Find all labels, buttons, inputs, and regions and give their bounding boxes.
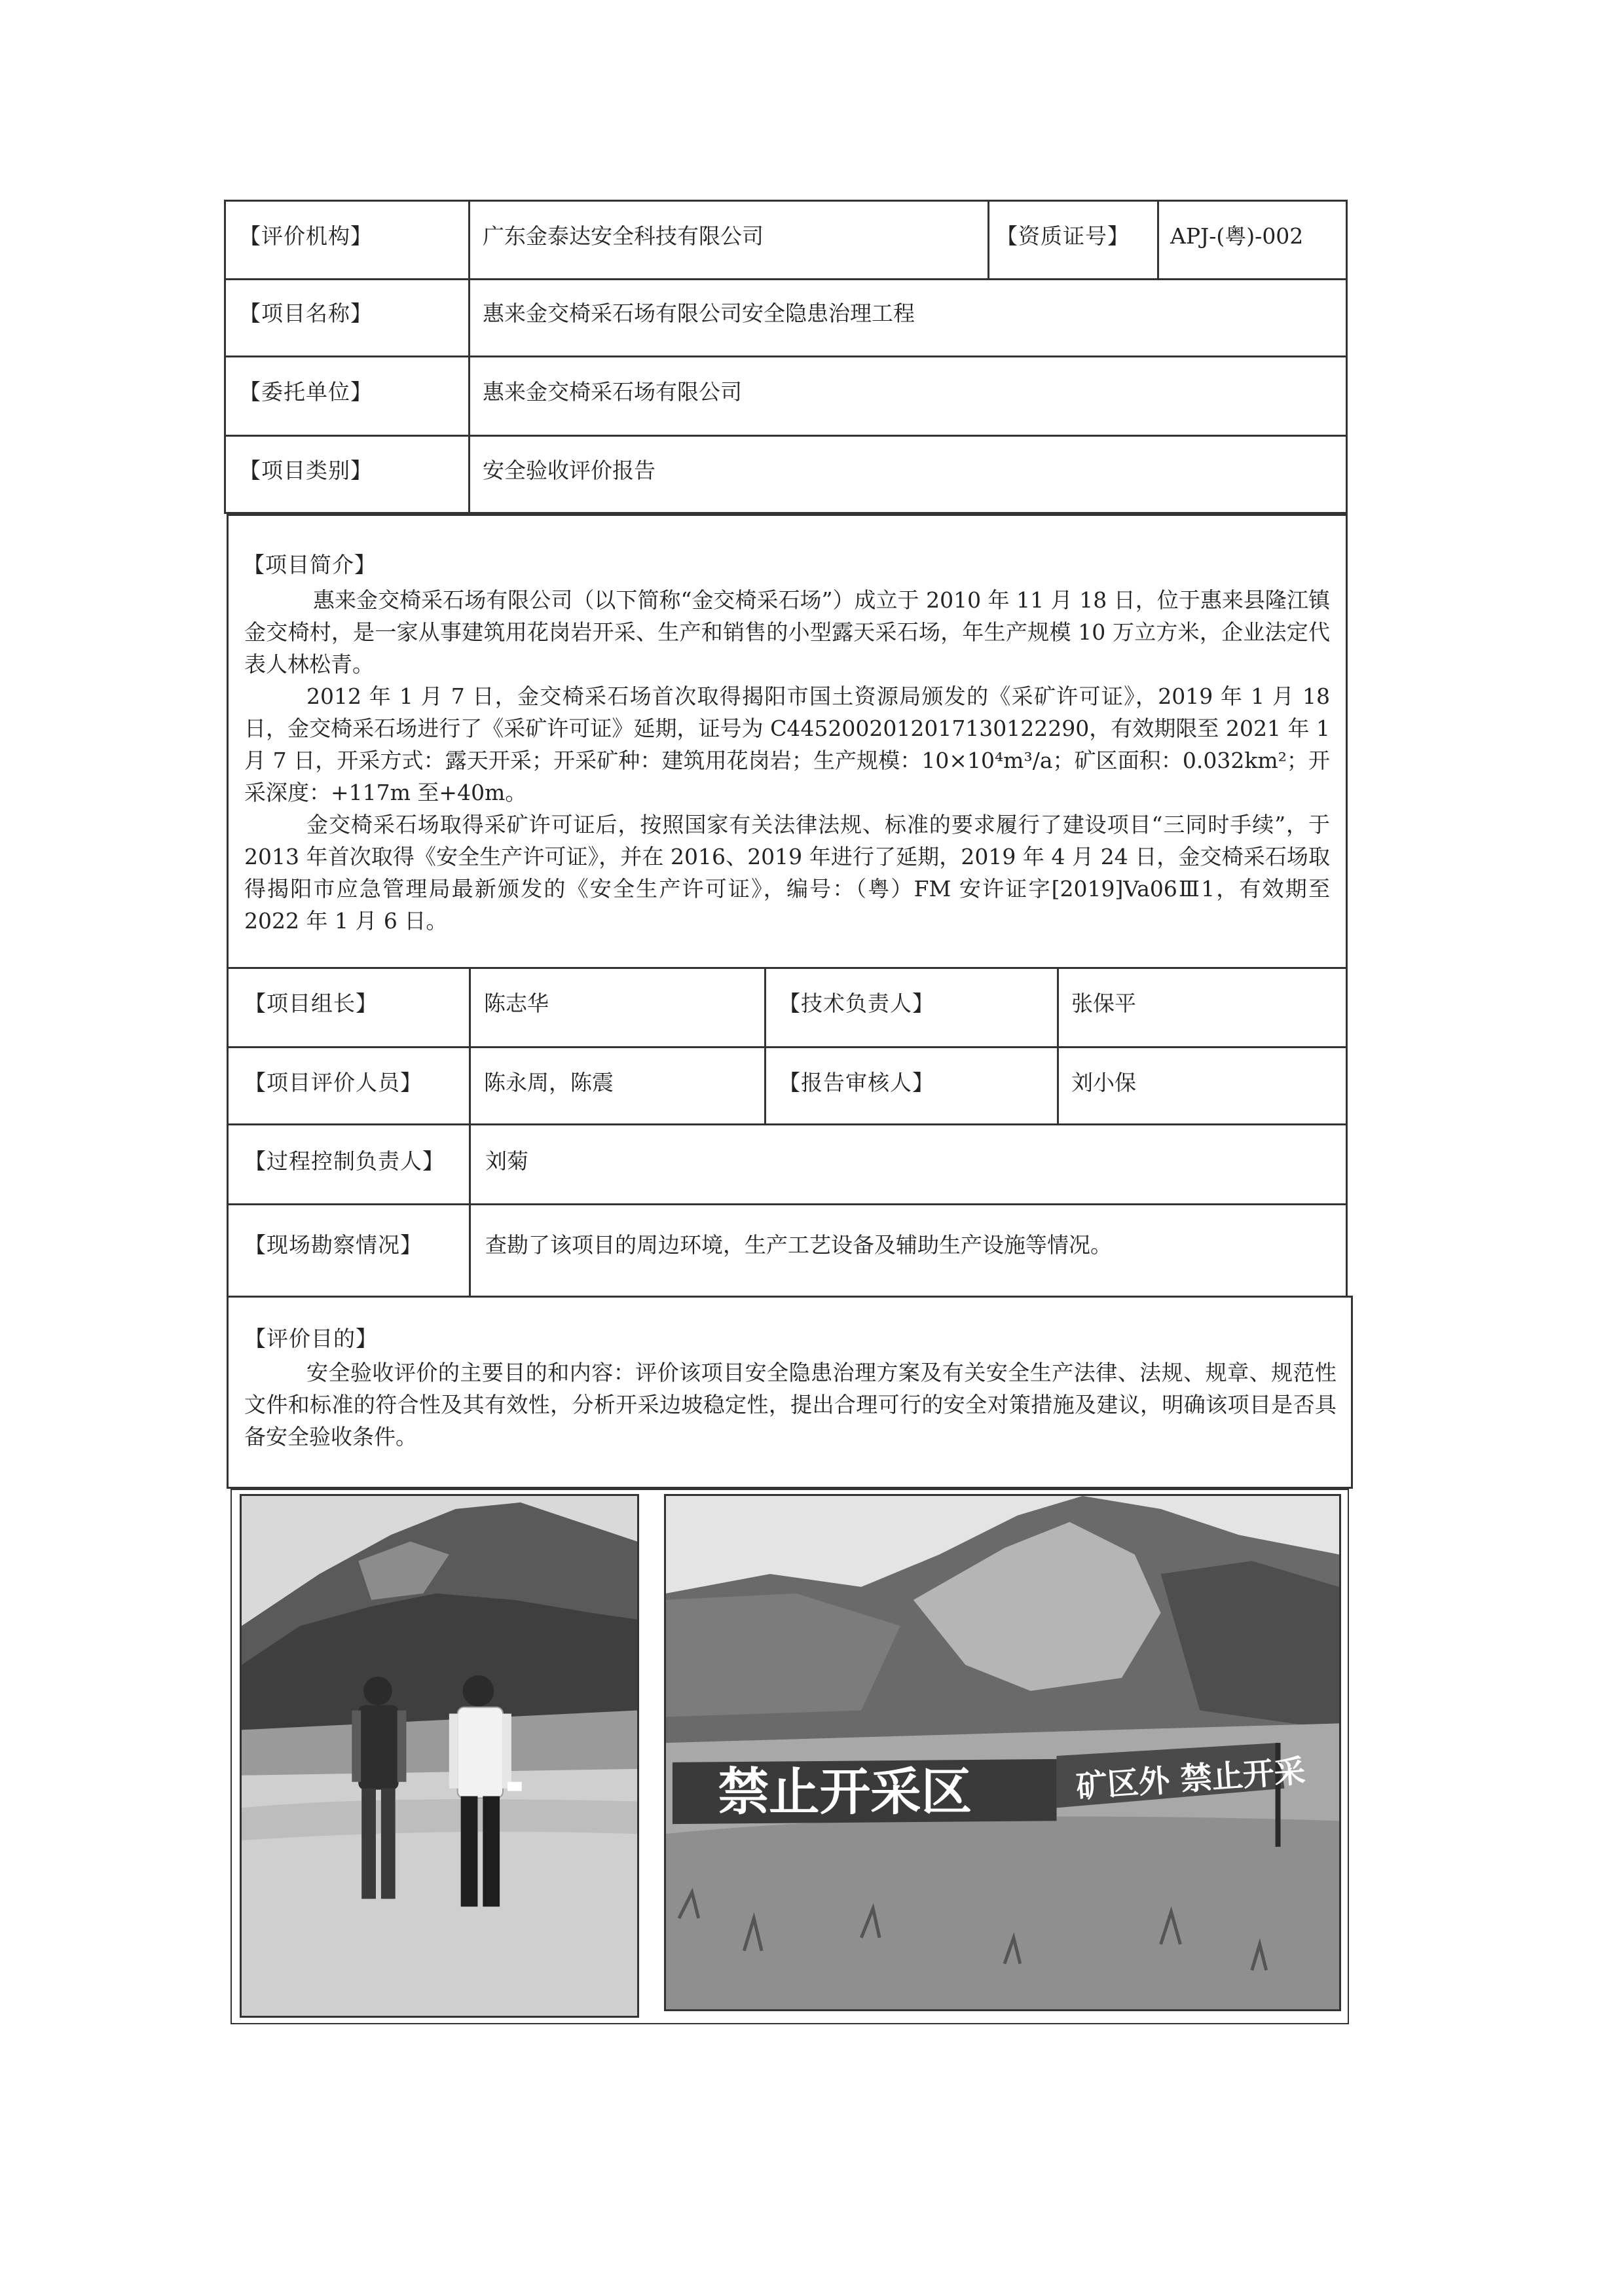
evaluators-label: 【项目评价人员】 — [244, 1070, 422, 1095]
banner-side-text: 矿区外 禁止开采 — [1075, 1753, 1307, 1806]
site-survey-label: 【现场勘察情况】 — [244, 1232, 422, 1258]
intro-table — [227, 514, 1348, 1298]
intro-paragraph-3: 金交椅采石场取得采矿许可证后，按照国家有关法律法规、标准的要求履行了建设项目“三同时手续”，于 2013 年首次取得《安全生产许可证》，并在 2016、2019 年进行了延期，2019 年 4 月 24 日，金交椅采石场取得揭阳市应急管理局最新颁发的《安全生产许可证》，编号：（粤）FM 安许证字[2019]Va06Ⅲ1，有效期至 2022 年 1 月 6 日。 — [244, 812, 1330, 934]
client-label: 【委托单位】 — [239, 379, 373, 405]
org-value: 广东金泰达安全科技有限公司 — [483, 223, 764, 249]
project-name-value: 惠来金交椅采石场有限公司安全隐患治理工程 — [483, 301, 915, 326]
site-survey-value: 查勘了该项目的周边环境，生产工艺设备及辅助生产设施等情况。 — [485, 1232, 1112, 1258]
site-photo-quarry-banner — [664, 1494, 1341, 2011]
org-label: 【评价机构】 — [239, 223, 373, 249]
intro-text — [244, 584, 1330, 937]
leader-value: 陈志华 — [484, 991, 549, 1016]
tech-lead-value: 张保平 — [1071, 991, 1136, 1016]
purpose-label: 【评价目的】 — [244, 1326, 378, 1351]
cert-label: 【资质证号】 — [996, 223, 1130, 249]
evaluators-value: 陈永周，陈震 — [484, 1070, 614, 1095]
banner-main-text: 禁止开采区 — [718, 1762, 972, 1822]
intro-paragraph-2: 2012 年 1 月 7 日，金交椅采石场首次取得揭阳市国土资源局颁发的《采矿许可证》，2019 年 1 月 18 日，金交椅采石场进行了《采矿许可证》延期，证号为 C4452002012017130122290，有效期限至 2021 年 1 月 7 日，开采方式：露天开采；开采矿种：建筑用花岗岩；生产规模：10×10⁴m³/a；矿区面积：0.032km²；开采深度：+117m 至+40m。 — [244, 683, 1330, 805]
tech-lead-label: 【技术负责人】 — [779, 991, 934, 1016]
intro-label: 【项目简介】 — [243, 552, 377, 577]
purpose-table — [227, 1296, 1353, 1489]
cert-value: APJ-(粤)-002 — [1170, 223, 1304, 249]
reviewer-value: 刘小保 — [1071, 1070, 1136, 1095]
intro-paragraph-1: 惠来金交椅采石场有限公司（以下简称“金交椅采石场”）成立于 2010 年 11 月 18 日，位于惠来县隆江镇金交椅村，是一家从事建筑用花岗岩开采、生产和销售的小型露天采石场，年生产规模 10 万立方米，企业法定代表人林松青。 — [244, 587, 1330, 677]
process-control-value: 刘菊 — [485, 1148, 528, 1174]
client-value: 惠来金交椅采石场有限公司 — [483, 379, 742, 405]
purpose-text: 安全验收评价的主要目的和内容：评价该项目安全隐患治理方案及有关安全生产法律、法规、规章、规范性文件和标准的符合性及其有效性，分析开采边坡稳定性，提出合理可行的安全对策措施及建议，明确该项目是否具备安全验收条件。 — [244, 1360, 1337, 1449]
leader-label: 【项目组长】 — [244, 991, 378, 1016]
reviewer-label: 【报告审核人】 — [779, 1070, 934, 1095]
project-name-label: 【项目名称】 — [239, 301, 373, 326]
site-photo-inspectors — [240, 1494, 639, 2018]
category-value: 安全验收评价报告 — [483, 458, 655, 483]
category-label: 【项目类别】 — [239, 458, 373, 483]
process-control-label: 【过程控制负责人】 — [244, 1148, 445, 1174]
header-table — [224, 200, 1348, 514]
